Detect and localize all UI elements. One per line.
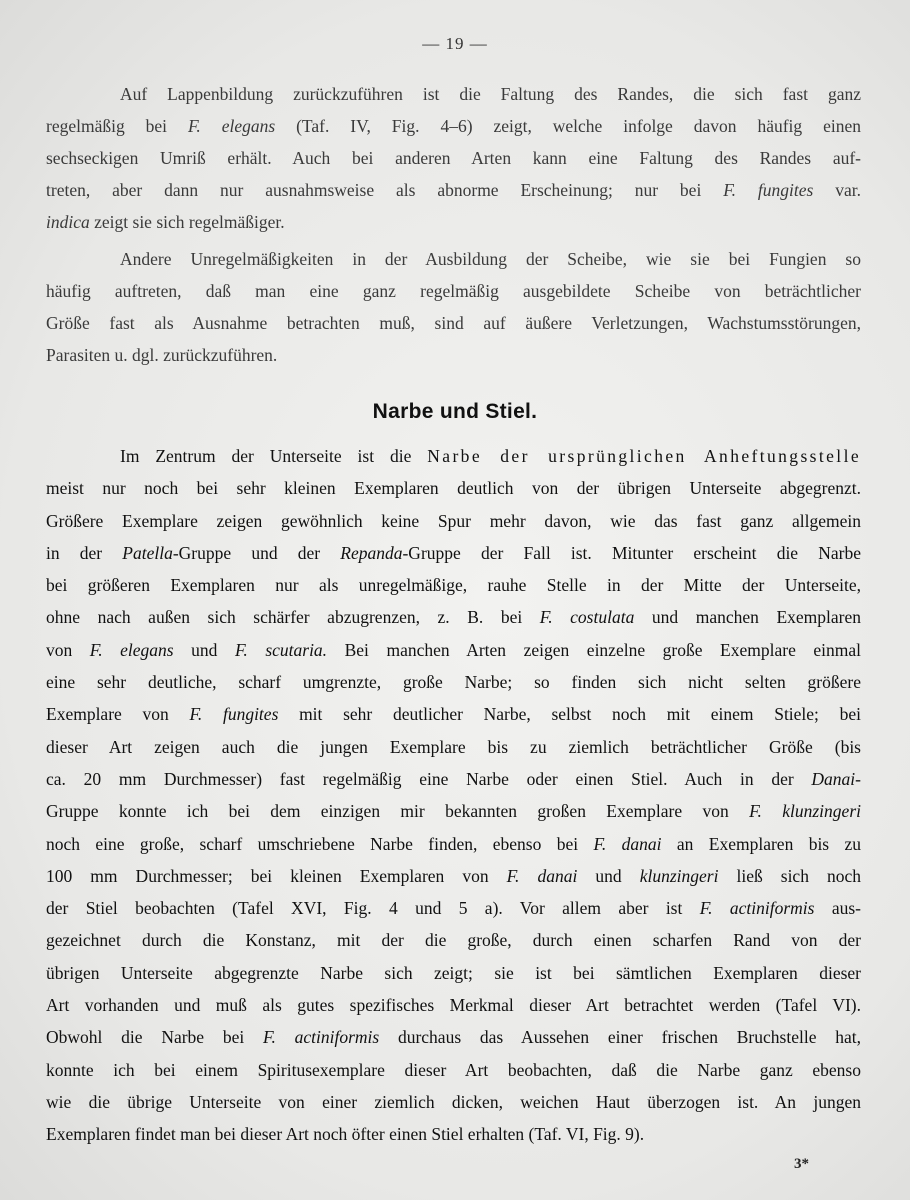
species-name: F. danai	[506, 865, 578, 886]
text-line	[46, 892, 861, 924]
text-run: Bei manchen Arten zeigen einzelne große Exemplare einmal	[327, 639, 861, 660]
text-run: Auf Lappenbildung zurückzuführen ist die Faltung des Randes, die sich fast ganz	[120, 84, 861, 104]
text-run: in der	[46, 542, 123, 563]
text-line	[46, 275, 861, 307]
text-run: Andere Unregelmäßigkeiten in der Ausbildung der Scheibe, wie sie bei Fungien so	[120, 249, 861, 269]
text-line	[46, 731, 861, 763]
section-heading: Narbe und Stiel.	[372, 400, 538, 423]
text-run: Exemplaren findet man bei dieser Art noch öfter einen Stiel erhalten (Taf. VI, Fig. 9).	[46, 1124, 645, 1145]
text-line	[46, 601, 861, 633]
text-run: ca. 20 mm Durchmesser) fast regelmäßig eine Narbe oder einen Stiel. Auch in der	[46, 768, 812, 789]
species-name: F. elegans	[89, 639, 174, 660]
page-number: — 19 —	[422, 34, 488, 53]
text-run: Obwohl die Narbe bei	[46, 1027, 264, 1048]
text-line	[46, 142, 861, 174]
text-run: durchaus das Aussehen einer frischen Bruchstelle hat,	[379, 1027, 861, 1048]
text-run: eine sehr deutliche, scharf umgrenzte, große Narbe; so finden sich nicht selten größere	[46, 672, 861, 693]
group-name: Repanda	[340, 542, 403, 563]
text-run: bei größeren Exemplaren nur als unregelmäßige, rauhe Stelle in der Mitte der Unterseite,	[46, 575, 861, 596]
text-run: var.	[813, 180, 861, 200]
text-run: wie die übrige Unterseite von einer ziemlich dicken, weichen Haut überzogen ist. An jungen	[46, 1091, 861, 1112]
group-name: Danai-	[811, 768, 861, 789]
text-run: regelmäßig bei	[46, 116, 188, 136]
text-run: 100 mm Durchmesser; bei kleinen Exemplaren von	[46, 865, 507, 886]
text-line	[46, 1054, 861, 1086]
text-line	[46, 795, 861, 827]
text-run: Gruppe konnte ich bei dem einzigen mir bekannten großen Exemplare von	[46, 801, 750, 822]
species-name: F. fungites	[723, 180, 814, 200]
text-line	[46, 1118, 861, 1150]
text-line	[46, 989, 861, 1021]
text-line	[46, 569, 861, 601]
text-run: treten, aber dann nur ausnahmsweise als abnorme Erscheinung; nur bei	[46, 180, 724, 200]
species-name: F. actiniformis	[263, 1027, 380, 1048]
text-line	[46, 537, 861, 569]
text-line	[46, 698, 861, 730]
species-name: F. klunzingeri	[749, 801, 861, 822]
text-line	[46, 78, 861, 110]
species-name: klunzingeri	[639, 865, 719, 886]
text-line	[46, 472, 861, 504]
text-run: Größere Exemplare zeigen gewöhnlich keine Spur mehr davon, wie das fast ganz allgemein	[46, 510, 861, 531]
paragraph-fold-margin	[46, 78, 861, 238]
text-run: dieser Art zeigen auch die jungen Exemplare bis zu ziemlich beträchtlicher Größe (bis	[46, 736, 861, 757]
text-line	[46, 307, 861, 339]
species-name: F. actiniformis	[699, 898, 815, 919]
text-line	[46, 505, 861, 537]
text-line	[46, 110, 861, 142]
text-run: aus-	[814, 898, 861, 919]
text-run: ließ sich noch	[718, 865, 862, 886]
text-line	[46, 634, 861, 666]
text-run: Parasiten u. dgl. zurückzuführen.	[46, 345, 278, 365]
text-run: an Exemplaren bis zu	[661, 833, 861, 854]
text-run: von	[46, 639, 90, 660]
variety-name: indica	[46, 212, 90, 232]
paragraph-scar-and-stalk	[46, 440, 861, 1151]
text-run: Art vorhanden und muß als gutes spezifisches Merkmal dieser Art betrachtet werden (Tafel VI).	[46, 995, 861, 1016]
text-line	[46, 243, 861, 275]
species-name: F. costulata	[539, 607, 635, 628]
text-line	[46, 860, 861, 892]
text-line	[46, 206, 861, 238]
text-line	[46, 957, 861, 989]
text-line	[46, 666, 861, 698]
text-run: Im Zentrum der Unterseite ist die	[120, 446, 428, 466]
text-run: -Gruppe der Fall ist. Mitunter erscheint die Narbe	[402, 542, 861, 563]
text-run: zeigt sie sich regelmäßiger.	[89, 212, 285, 232]
text-line	[46, 440, 861, 472]
text-run: Größe fast als Ausnahme betrachten muß, sind auf äußere Verletzungen, Wachstumsstörungen,	[46, 313, 861, 333]
text-run: und manchen Exemplaren	[634, 607, 861, 628]
text-run: noch eine große, scharf umschriebene Narbe finden, ebenso bei	[46, 833, 594, 854]
text-line	[46, 339, 861, 371]
text-run: der Stiel beobachten (Tafel XVI, Fig. 4 und 5 a). Vor allem aber ist	[46, 898, 700, 919]
text-line	[46, 763, 861, 795]
text-line	[46, 828, 861, 860]
text-line	[46, 1021, 861, 1053]
text-line	[46, 1086, 861, 1118]
text-run: konnte ich bei einem Spiritusexemplare dieser Art beobachten, daß die Narbe ganz ebenso	[46, 1059, 861, 1080]
signature-mark: 3*	[794, 1156, 809, 1172]
species-name: F. elegans	[187, 116, 276, 136]
paragraph-irregularities	[46, 243, 861, 371]
text-run: ohne nach außen sich schärfer abzugrenzen, z. B. bei	[46, 607, 540, 628]
group-name: Patella	[122, 542, 173, 563]
text-run: und	[577, 865, 640, 886]
emphasized-term: Narbe der ursprünglichen Anheftungsstelle	[427, 446, 862, 466]
text-line	[46, 174, 861, 206]
text-run: (Taf. IV, Fig. 4–6) zeigt, welche infolge davon häufig einen	[275, 116, 861, 136]
text-run: häufig auftreten, daß man eine ganz regelmäßig ausgebildete Scheibe von beträchtlicher	[46, 281, 861, 301]
text-line	[46, 924, 861, 956]
species-name: F. scutaria.	[234, 639, 328, 660]
text-run: mit sehr deutlicher Narbe, selbst noch mit einem Stiele; bei	[278, 704, 861, 725]
species-name: F. fungites	[189, 704, 279, 725]
text-run: -Gruppe und der	[172, 542, 341, 563]
text-run: und	[173, 639, 235, 660]
text-run: meist nur noch bei sehr kleinen Exemplaren deutlich von der übrigen Unterseite abgegrenzt.	[46, 478, 861, 499]
text-run: Exemplare von	[46, 704, 190, 725]
text-run: gezeichnet durch die Konstanz, mit der die große, durch einen scharfen Rand von der	[46, 930, 861, 951]
species-name: F. danai	[593, 833, 662, 854]
text-run: sechseckigen Umriß erhält. Auch bei anderen Arten kann eine Faltung des Randes auf-	[46, 148, 861, 168]
text-run: übrigen Unterseite abgegrenzte Narbe sich zeigt; sie ist bei sämtlichen Exemplaren dieser	[46, 962, 861, 983]
